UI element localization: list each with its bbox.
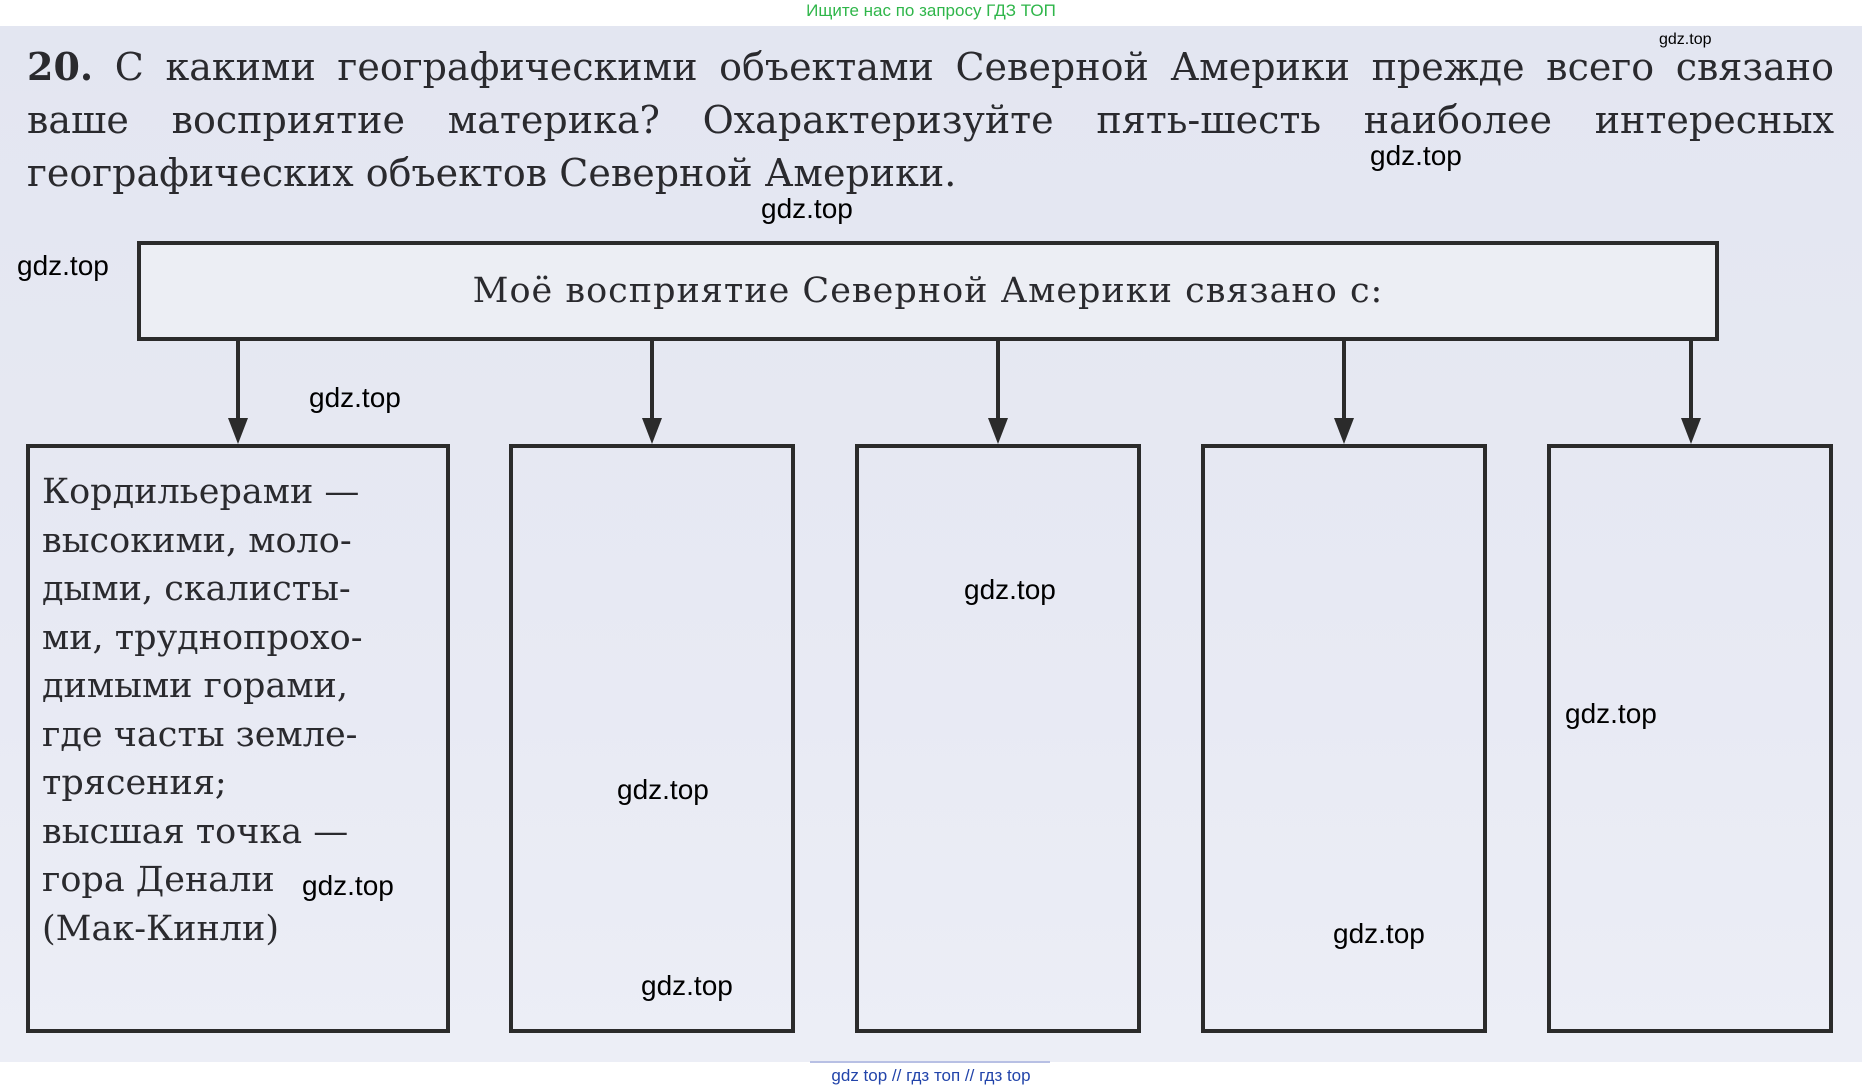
arrow-4-head: [1334, 418, 1354, 444]
diagram-header-box: [137, 241, 1719, 341]
watermark: gdz.top: [1370, 140, 1462, 171]
arrow-3: [996, 341, 1000, 424]
arrow-1-head: [228, 418, 248, 444]
arrow-2: [650, 341, 654, 424]
answer-box-1-text: Кордильерами — высокими, моло- дыми, скалисты- ми, труднопрохо- димыми горами, где часты земле- трясения; высшая точка — гора Денали (Мак-Кинли): [42, 472, 363, 949]
watermark: gdz.top: [964, 574, 1056, 605]
watermark: gdz.top: [1565, 698, 1657, 729]
watermark: gdz.top: [641, 970, 733, 1001]
watermark: gdz.top: [17, 250, 109, 281]
arrow-2-head: [642, 418, 662, 444]
diagram-header-label: Моё восприятие Северной Америки связано с:: [472, 271, 1384, 311]
watermark: gdz.top: [309, 382, 401, 413]
top-banner: Ищите нас по запросу ГДЗ ТОП: [806, 1, 1056, 20]
answer-box-2: [509, 444, 795, 1033]
watermark: gdz.top: [761, 193, 853, 224]
answer-box-5: [1547, 444, 1833, 1033]
question-text: [27, 40, 1834, 200]
arrow-4: [1342, 341, 1346, 424]
watermark: gdz.top: [302, 870, 394, 901]
watermark: gdz.top: [1659, 31, 1712, 48]
footer-links: gdz top // гдз топ // гдз top: [831, 1066, 1031, 1085]
watermark: gdz.top: [1333, 918, 1425, 949]
arrow-1: [236, 341, 240, 424]
footer-divider: [810, 1061, 1050, 1063]
answer-box-3: [855, 444, 1141, 1033]
arrow-5-head: [1681, 418, 1701, 444]
question-number: 20.: [27, 44, 94, 89]
arrow-3-head: [988, 418, 1008, 444]
arrow-5: [1689, 341, 1693, 424]
question-body: С какими географическими объектами Северной Америки прежде всего связано ваше восприятие материка? Охарактеризуйте пять-шесть наиболее интересных географических объектов Северной Америки.: [27, 45, 1834, 195]
watermark: gdz.top: [617, 774, 709, 805]
